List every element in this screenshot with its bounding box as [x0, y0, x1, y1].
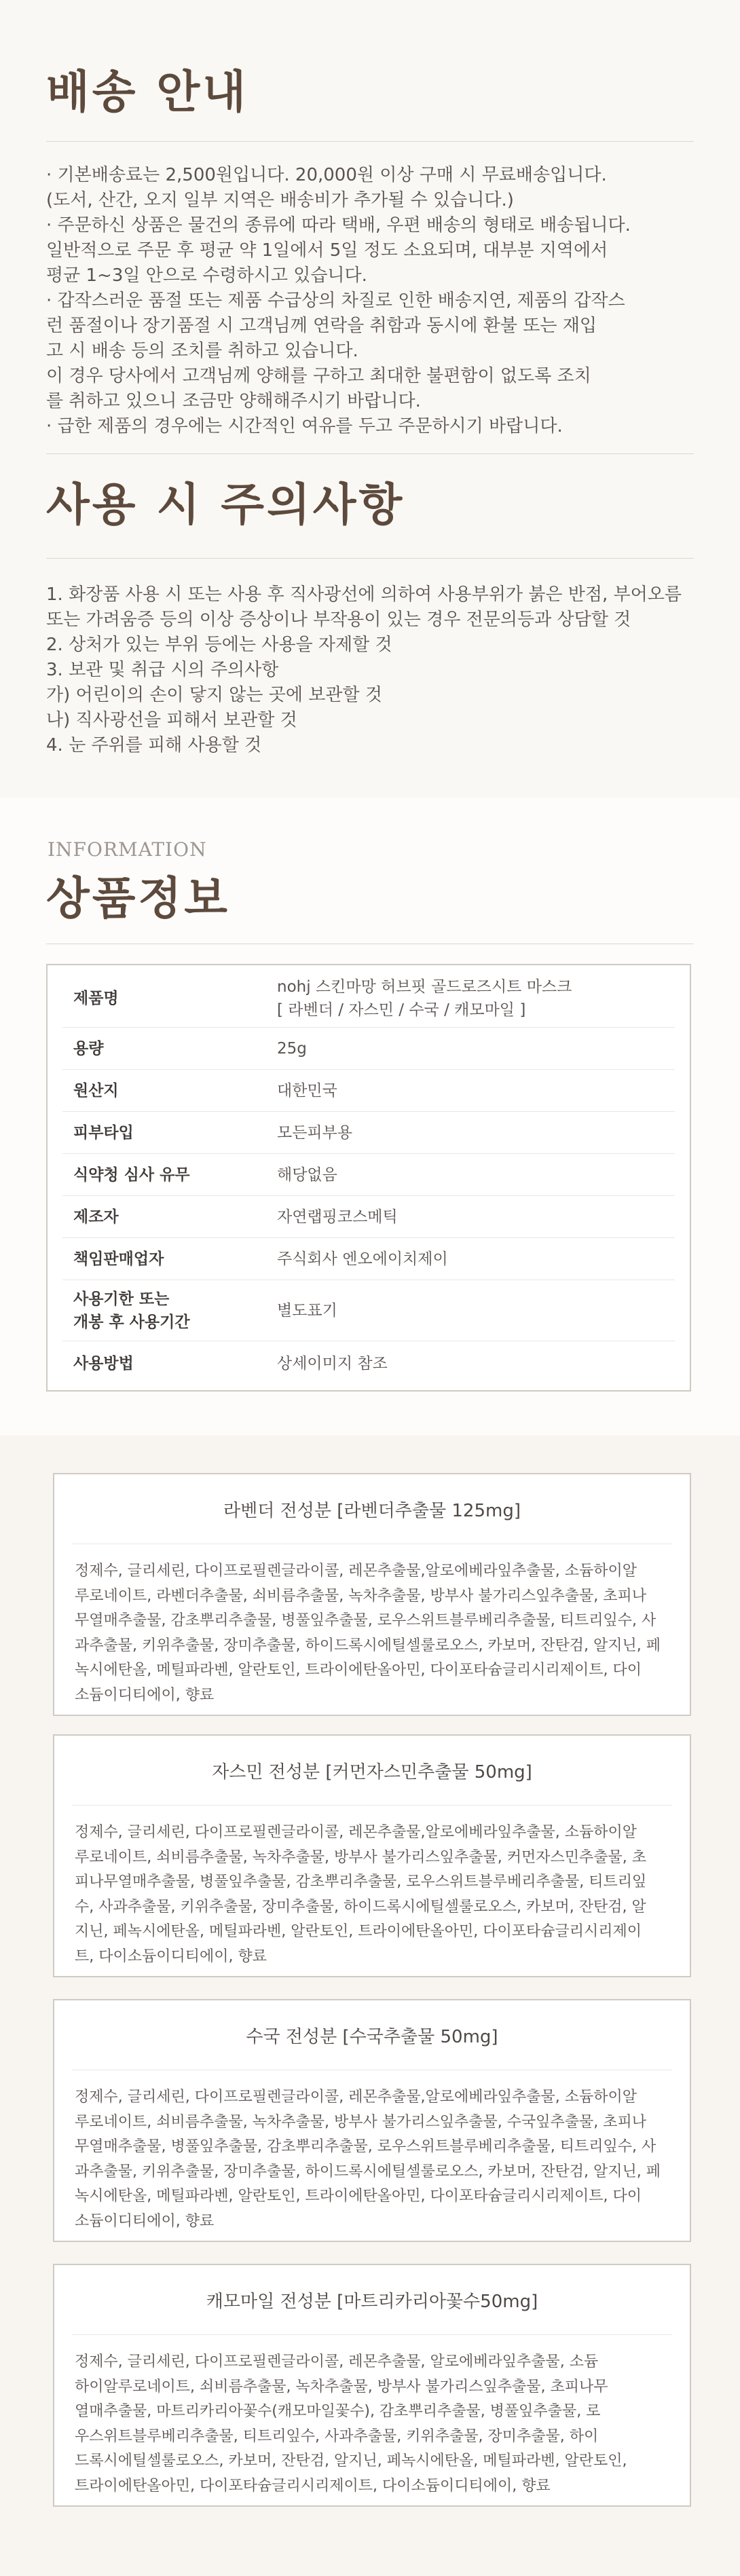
table-row [62, 1341, 675, 1386]
table-row [62, 1154, 675, 1196]
list-item: 드록시에틸셀룰로오스, 카보머, 잔탄검, 알지닌, 페녹시에탄올, 메틸파라벤, 알란토인, [75, 2452, 627, 2469]
list-item: 일반적으로 주문 후 평균 약 1일에서 5일 정도 소요되며, 대부분 지역에서 [46, 240, 608, 261]
list-item: 를 취하고 있으니 조금만 양해해주시기 바랍니다. [46, 391, 421, 411]
ingredient-card-title: 자스민 전성분 [커먼자스민추출물 50mg] [72, 1736, 672, 1806]
list-item: · 주문하신 상품은 물건의 종류에 따라 택배, 우편 배송의 형태로 배송됩니다. [46, 215, 631, 236]
row-value: 해당없음 [277, 1165, 337, 1184]
list-item: 지닌, 페녹시에탄올, 메틸파라벤, 알란토인, 트라이에탄올아민, 다이포타슘글리시리제이 [75, 1923, 642, 1940]
divider [46, 141, 694, 142]
row-value: 상세이미지 참조 [277, 1355, 388, 1373]
ingredient-card-chamomile [53, 2264, 691, 2507]
row-label: 제품명 [73, 989, 119, 1007]
list-item: 정제수, 글리세린, 다이프로필렌글라이콜, 레몬추출물,알로에베라잎추출물, 소듐하이알 [75, 1824, 637, 1841]
row-value: 자연랩핑코스메틱 [277, 1208, 398, 1226]
row-value: 25g [277, 1039, 307, 1058]
row-label: 제조자 [73, 1208, 119, 1226]
row-label: 원산지 [73, 1081, 119, 1100]
product-info-table [46, 964, 691, 1392]
list-item: 정제수, 글리세린, 다이프로필렌글라이콜, 레몬추출물, 알로에베라잎추출물, 소듐 [75, 2353, 599, 2370]
row-label [62, 1288, 277, 1334]
ingredient-list [54, 1544, 690, 1708]
list-item: 루로네이트, 쇠비름추출물, 녹차추출물, 방부사 불가리스잎추출물, 수국잎추출물, 초피나 [75, 2113, 646, 2131]
caution-list [46, 582, 698, 758]
ingredient-list [54, 2335, 690, 2499]
list-item: 4. 눈 주위를 피해 사용할 것 [46, 735, 262, 755]
row-value: 별도표기 [277, 1301, 337, 1320]
row-value-line: [ 라벤더 / 자스민 / 수국 / 캐모마일 ] [277, 1001, 526, 1019]
list-item: (도서, 산간, 오지 일부 지역은 배송비가 추가될 수 있습니다.) [46, 190, 514, 210]
row-label: 책임판매업자 [73, 1250, 164, 1268]
ingredient-card-title: 라벤더 전성분 [라벤더추출물 125mg] [72, 1474, 672, 1544]
list-item: 1. 화장품 사용 시 또는 사용 후 직사광선에 의하여 사용부위가 붉은 반점, 부어오름 [46, 584, 682, 605]
table-row [62, 1196, 675, 1238]
list-item: 소듐이디티에이, 향료 [75, 2212, 215, 2230]
list-item: 트, 다이소듐이디티에이, 향료 [75, 1947, 267, 1965]
list-item: 수, 사과추출물, 키위추출물, 장미추출물, 하이드록시에틸셀룰로오스, 카보머, 잔탄검, 알 [75, 1898, 646, 1916]
table-row [62, 1070, 675, 1112]
shipping-list [46, 163, 698, 439]
list-item: 우스위트블루베리추출물, 티트리잎수, 사과추출물, 키위추출물, 장미추출물, 하이 [75, 2427, 599, 2445]
info-title: 상품정보 [46, 872, 231, 925]
row-value: 대한민국 [277, 1081, 337, 1100]
list-item: 루로네이트, 쇠비름추출물, 녹차추출물, 방부사 불가리스잎추출물, 커먼자스민추출물, 초 [75, 1848, 646, 1866]
list-item: 녹시에탄올, 메틸파라벤, 알란토인, 트라이에탄올아민, 다이포타슘글리시리제이트, 다이 [75, 2188, 642, 2205]
row-label: 피부타입 [73, 1123, 134, 1142]
list-item: 나) 직사광선을 피해서 보관할 것 [46, 710, 297, 730]
table-row [62, 1280, 675, 1341]
ingredient-card-title: 캐모마일 전성분 [마트리카리아꽃수50mg] [72, 2265, 672, 2335]
row-value: 모든피부용 [277, 1123, 353, 1142]
table-row [62, 1238, 675, 1280]
row-value [277, 975, 675, 1022]
list-item: 또는 가려움증 등의 이상 증상이나 부작용이 있는 경우 전문의등과 상담할 것 [46, 610, 631, 630]
list-item: 소듐이디티에이, 향료 [75, 1686, 215, 1704]
divider [46, 453, 694, 454]
list-item: 평균 1~3일 안으로 수령하시고 있습니다. [46, 265, 367, 286]
list-item: 트라이에탄올아민, 다이포타슘글리시리제이트, 다이소듐이디티에이, 향료 [75, 2477, 551, 2495]
ingredient-card-hydrangea [53, 1999, 691, 2242]
list-item: 정제수, 글리세린, 다이프로필렌글라이콜, 레몬추출물,알로에베라잎추출물, 소듐하이알 [75, 1563, 637, 1580]
caution-title: 사용 시 주의사항 [46, 478, 405, 531]
row-value-line: nohj 스킨마망 허브핏 골드로즈시트 마스크 [277, 977, 572, 996]
list-item: 가) 어린이의 손이 닿지 않는 곳에 보관할 것 [46, 685, 382, 705]
list-item: 2. 상처가 있는 부위 등에는 사용을 자제할 것 [46, 635, 392, 655]
list-item: 과추출물, 키위추출물, 장미추출물, 하이드록시에틸셀룰로오스, 카보머, 잔탄검, 알지닌, 페 [75, 2163, 661, 2180]
table-row [62, 969, 675, 1028]
ingredient-list [54, 2070, 690, 2234]
ingredient-list [54, 1806, 690, 1969]
list-item: 3. 보관 및 취급 시의 주의사항 [46, 660, 279, 680]
list-item: 녹시에탄올, 메틸파라벤, 알란토인, 트라이에탄올아민, 다이포타슘글리시리제이트, 다이 [75, 1662, 642, 1679]
row-label: 용량 [73, 1039, 104, 1058]
row-label-line: 개봉 후 사용기간 [73, 1313, 190, 1331]
list-item: 하이알루로네이트, 쇠비름추출물, 녹차추출물, 방부사 불가리스잎추출물, 초피나무 [75, 2378, 608, 2395]
list-item: 피나무열매추출물, 병풀잎추출물, 감초뿌리추출물, 로우스위트블루베리추출물, 티트리잎 [75, 1873, 647, 1890]
info-label: INFORMATION [48, 838, 207, 861]
table-row [62, 1028, 675, 1070]
list-item: 이 경우 당사에서 고객님께 양해를 구하고 최대한 불편함이 없도록 조치 [46, 366, 591, 386]
table-row [62, 1112, 675, 1154]
list-item: 루로네이트, 라벤더추출물, 쇠비름추출물, 녹차추출물, 방부사 불가리스잎추출물, 초피나 [75, 1587, 646, 1605]
list-item: · 급한 제품의 경우에는 시간적인 여유를 두고 주문하시기 바랍니다. [46, 416, 563, 436]
list-item: 고 시 배송 등의 조치를 취하고 있습니다. [46, 341, 358, 361]
list-item: · 기본배송료는 2,500원입니다. 20,000원 이상 구매 시 무료배송입니다. [46, 165, 607, 185]
list-item: 무열매추출물, 병풀잎추출물, 감초뿌리추출물, 로우스위트블루베리추출물, 티트리잎수, 사 [75, 2138, 656, 2155]
ingredient-card-lavender [53, 1473, 691, 1716]
divider [46, 558, 694, 559]
row-label-line: 사용기한 또는 [73, 1290, 170, 1308]
ingredient-card-jasmine [53, 1734, 691, 1977]
list-item: 런 품절이나 장기품절 시 고객님께 연락을 취함과 동시에 환불 또는 재입 [46, 316, 597, 336]
row-value: 주식회사 엔오에이치제이 [277, 1250, 448, 1268]
row-label: 식약청 심사 유무 [73, 1165, 190, 1184]
ingredient-card-title: 수국 전성분 [수국추출물 50mg] [72, 2000, 672, 2070]
list-item: 정제수, 글리세린, 다이프로필렌글라이콜, 레몬추출물,알로에베라잎추출물, 소듐하이알 [75, 2089, 637, 2106]
list-item: · 갑작스러운 품절 또는 제품 수급상의 차질로 인한 배송지연, 제품의 갑작스 [46, 291, 625, 311]
list-item: 무열매추출물, 감초뿌리추출물, 병풀잎추출물, 로우스위트블루베리추출물, 티트리잎수, 사 [75, 1612, 656, 1629]
list-item: 열매추출물, 마트리카리아꽃수(캐모마일꽃수), 감초뿌리추출물, 병풀잎추출물, 로 [75, 2403, 601, 2420]
row-label: 사용방법 [73, 1355, 134, 1373]
shipping-title: 배송 안내 [46, 65, 249, 118]
list-item: 과추출물, 키위추출물, 장미추출물, 하이드록시에틸셀룰로오스, 카보머, 잔탄검, 알지닌, 페 [75, 1637, 661, 1654]
